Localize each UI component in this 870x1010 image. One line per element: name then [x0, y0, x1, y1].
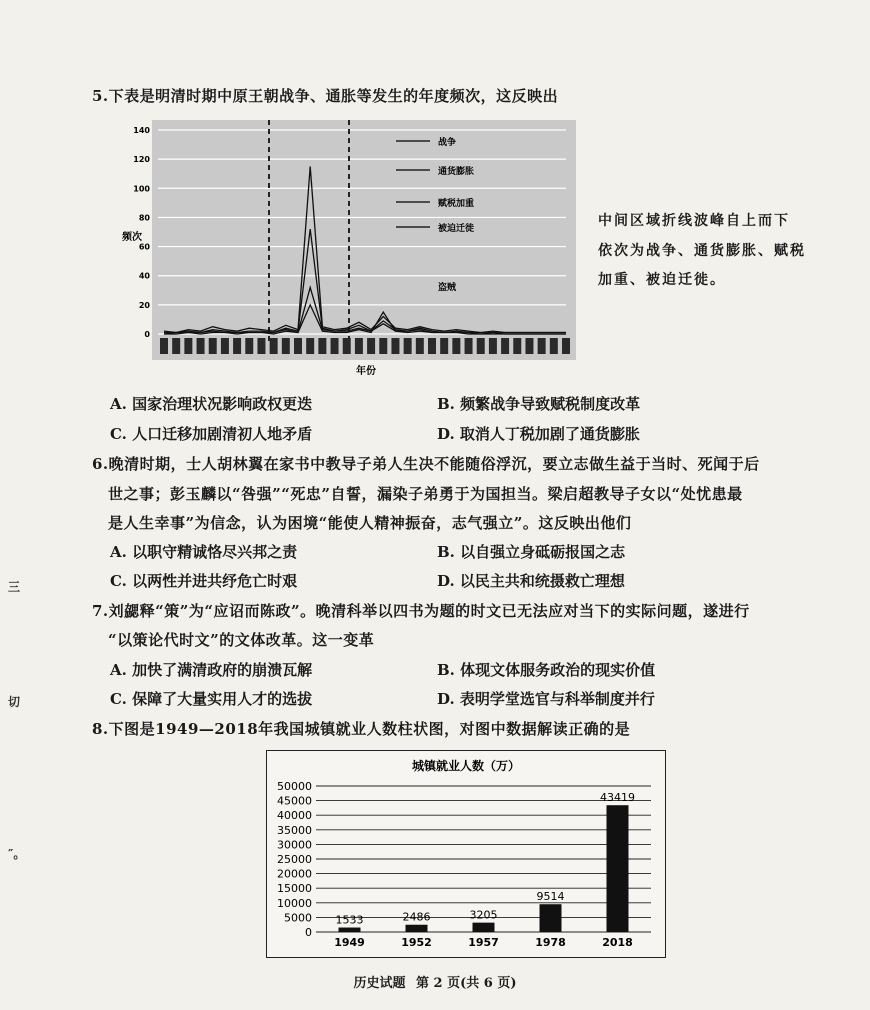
chart-x-tick-label — [538, 338, 546, 354]
q6-option-d[interactable]: D. 以民主共和统摄救亡理想 — [437, 572, 625, 590]
footer-page: 第 2 页(共 6 页) — [416, 976, 517, 991]
bar-chart-frame — [267, 751, 666, 958]
margin-mark-3: ″。 — [8, 847, 26, 861]
legend-war: 战争 — [438, 138, 457, 148]
bar-chart-title: 城镇就业人数（万） — [411, 759, 521, 773]
chart-xlabel: 年份 — [356, 366, 376, 377]
chart-y-tick-label: 120 — [133, 155, 150, 165]
q7-stem-line-1: 7.刘勰释“策”为“应诏而陈政”。晚清科举以四书为题的时文已无法应对当下的实际问题，遂进行 — [92, 602, 750, 620]
q6-stem-line-3: 是人生幸事”为信念，认为困境“能使人精神振奋，志气强立”。这反映出他们 — [108, 514, 632, 532]
bar-value-label: 1533 — [335, 913, 364, 927]
q5-line-chart — [100, 112, 590, 382]
chart-y-tick-label: 60 — [138, 242, 150, 252]
chart-x-tick-label — [172, 338, 180, 354]
q5-option-d[interactable]: D. 取消人丁税加剧了通货膨胀 — [437, 425, 640, 443]
bar-chart-y-tick-label: 30000 — [277, 838, 312, 852]
bar-chart-y-tick-label: 40000 — [277, 809, 312, 823]
bar-2018 — [607, 805, 629, 932]
q7-option-d[interactable]: D. 表明学堂选官与科举制度并行 — [437, 690, 655, 708]
margin-mark-2: 切 — [8, 695, 21, 709]
chart-x-tick-label — [282, 338, 290, 354]
chart-x-tick-label — [343, 338, 351, 354]
legend-migration: 被迫迁徙 — [438, 224, 475, 234]
chart-y-tick-label: 20 — [138, 300, 150, 310]
bar-chart-y-tick-label: 35000 — [277, 823, 312, 837]
chart-x-tick-label — [306, 338, 314, 354]
q8-stem: 8.下图是1949—2018年我国城镇就业人数柱状图，对图中数据解读正确的是 — [92, 720, 631, 738]
chart-x-tick-label — [465, 338, 473, 354]
chart-x-tick-label — [209, 338, 217, 354]
chart-x-tick-label — [245, 338, 253, 354]
chart-x-tick-label — [294, 338, 302, 354]
bar-category-label: 1978 — [535, 936, 566, 949]
q5-stem: 5.下表是明清时期中原王朝战争、通胀等发生的年度频次，这反映出 — [92, 87, 559, 105]
chart-plot-background — [152, 120, 576, 360]
q7-option-b[interactable]: B. 体现文体服务政治的现实价值 — [437, 661, 656, 679]
q8-bar-chart — [266, 750, 666, 958]
q5-option-b[interactable]: B. 频繁战争导致赋税制度改革 — [437, 395, 641, 413]
chart-x-tick-label — [233, 338, 241, 354]
q5-note-line-2: 依次为战争、通货膨胀、赋税 — [598, 243, 806, 259]
chart-x-tick-label — [257, 338, 265, 354]
q6-option-c[interactable]: C. 以两性并进共纾危亡时艰 — [110, 572, 298, 590]
chart-x-tick-label — [452, 338, 460, 354]
q7-option-c[interactable]: C. 保障了大量实用人才的选拔 — [110, 690, 313, 708]
chart-y-tick-label: 140 — [133, 126, 150, 135]
chart-x-tick-label — [562, 338, 570, 354]
bar-chart-y-tick-label: 50000 — [277, 780, 312, 793]
chart-x-tick-label — [525, 338, 533, 354]
bar-chart-y-tick-label: 20000 — [277, 867, 312, 881]
chart-x-tick-label — [428, 338, 436, 354]
bar-chart-y-tick-label: 45000 — [277, 794, 312, 808]
bar-chart-y-tick-label: 5000 — [284, 911, 312, 925]
chart-x-tick-label — [550, 338, 558, 354]
bar-category-label: 2018 — [602, 936, 633, 949]
chart-x-tick-label — [318, 338, 326, 354]
chart-ylabel: 频次 — [122, 232, 142, 243]
bar-value-label: 3205 — [469, 908, 498, 922]
bar-value-label: 9514 — [536, 890, 565, 904]
chart-y-tick-label: 80 — [138, 213, 150, 223]
bar-value-label: 2486 — [402, 910, 431, 924]
chart-x-tick-label — [391, 338, 399, 354]
page-footer — [0, 972, 870, 991]
chart-y-tick-label: 100 — [133, 184, 150, 194]
chart-x-tick-label — [270, 338, 278, 354]
footer-subject: 历史试题 — [353, 976, 406, 991]
chart-x-tick-label — [367, 338, 375, 354]
margin-mark-1: 三 — [8, 580, 21, 594]
chart-x-tick-label — [440, 338, 448, 354]
chart-x-tick-label — [379, 338, 387, 354]
q5-note-line-3: 加重、被迫迁徙。 — [598, 272, 726, 288]
chart-x-tick-label — [477, 338, 485, 354]
chart-x-tick-label — [355, 338, 363, 354]
bar-1957 — [473, 923, 495, 932]
chart-x-tick-label — [197, 338, 205, 354]
bar-category-label: 1957 — [468, 936, 499, 949]
q5-option-a[interactable]: A. 国家治理状况影响政权更迭 — [110, 395, 313, 413]
q6-option-a[interactable]: A. 以职守精诚恪尽兴邦之责 — [110, 543, 298, 561]
chart-x-tick-label — [404, 338, 412, 354]
legend-inflation: 通货膨胀 — [438, 167, 475, 177]
q5-option-c[interactable]: C. 人口迁移加剧清初人地矛盾 — [110, 425, 313, 443]
q7-stem-line-2: “以策论代时文”的文体改革。这一变革 — [108, 631, 375, 649]
bar-1949 — [339, 928, 361, 932]
q7-option-a[interactable]: A. 加快了满清政府的崩溃瓦解 — [110, 661, 313, 679]
chart-x-tick-label — [331, 338, 339, 354]
bar-1978 — [540, 904, 562, 932]
chart-x-tick-label — [501, 338, 509, 354]
chart-x-tick-label — [416, 338, 424, 354]
chart-y-tick-label: 0 — [144, 330, 150, 339]
chart-x-tick-label — [489, 338, 497, 354]
q6-stem-line-2: 世之事；彭玉麟以“咎强”“死忠”自誓，漏染子弟勇于为国担当。梁启超教导子女以“处忧患最 — [108, 485, 743, 503]
chart-x-tick-label — [513, 338, 521, 354]
bar-chart-y-tick-label: 10000 — [277, 896, 312, 910]
bar-category-label: 1952 — [401, 936, 432, 949]
bar-category-label: 1949 — [334, 936, 365, 949]
chart-x-tick-label — [160, 338, 168, 354]
q6-option-b[interactable]: B. 以自强立身砥砺报国之志 — [437, 543, 626, 561]
bar-value-label: 43419 — [600, 791, 635, 805]
legend-bandits: 盗贼 — [438, 283, 457, 293]
bar-chart-y-tick-label: 25000 — [277, 853, 312, 866]
bar-chart-y-tick-label: 0 — [305, 926, 312, 939]
chart-y-tick-label: 40 — [138, 271, 150, 281]
q6-stem-line-1: 6.晚清时期，士人胡林翼在家书中教导子弟人生决不能随俗浮沉，要立志做生益于当时、死闻于后 — [92, 455, 760, 473]
legend-tax: 赋税加重 — [438, 199, 475, 209]
chart-x-tick-label — [221, 338, 229, 354]
bar-1952 — [406, 925, 428, 932]
q5-note-line-1: 中间区域折线波峰自上而下 — [598, 213, 790, 229]
chart-x-tick-label — [184, 338, 192, 354]
bar-chart-y-tick-label: 15000 — [277, 882, 312, 896]
